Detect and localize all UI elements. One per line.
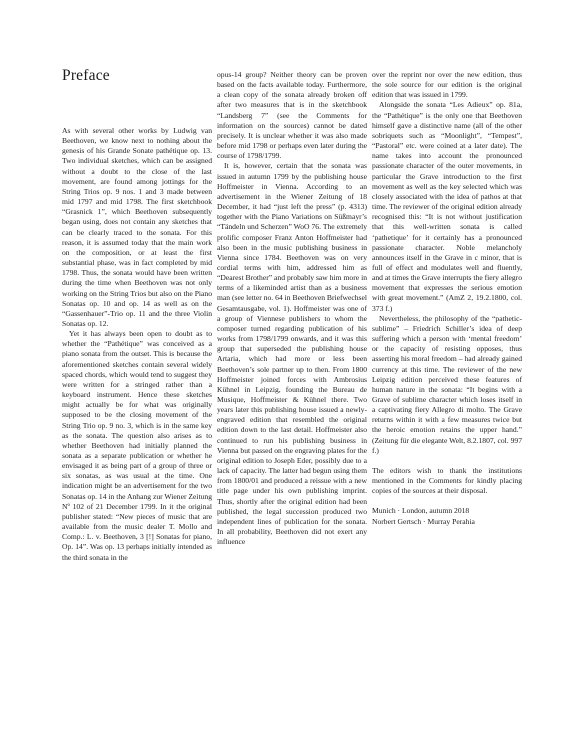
- paragraph: Alongside the sonata “Les Adieux” op. 81a, the “Pathétique” is the only one that Beethoven himself gave a distinctive name (all of the other sobriquets such as “Moonlight”, “Tempest”, “Pastoral” etc. were coined at a later date). The name takes into account the pronounced passionate character of the outer movements, in particular the Grave introduction to the first movement as well as the key selected which was closely associated with the idea of pathos at that time. The reviewer of the original edition already recognised this: “It is not without justification that this well-written sonata is called ‘pathetique’ for it certainly has a pronounced passionate character. Noble melancholy announces itself in the Grave in c minor, that is full of effect and modulates well and fluently, and at times the Grave interrupts the fiery allegro movement that expresses the serious emotion with great movement.” (AmZ 2, 19.2.1800, col. 373 f.): [372, 100, 522, 313]
- signature-place-date: Munich · London, autumn 2018: [372, 506, 470, 516]
- paragraph: over the reprint nor over the new edition, thus the sole source for our edition is the original edition that was issued in 1799.: [372, 70, 522, 100]
- acknowledgement-paragraph: The editors wish to thank the institutions mentioned in the Comments for kindly placing copies of the sources at their disposal.: [372, 465, 522, 496]
- paragraph: opus-14 group? Neither theory can be proven based on the facts available today. Furthermore, a clean copy of the sonata already broken off after two measures that is in the sketchbook “Landsberg 7” (see the Comments for information on the sources) cannot be dated precisely. It is unclear whether it was also made before mid 1798 or perhaps even later during the course of 1798/1799.: [217, 70, 367, 161]
- paragraph: As with several other works by Ludwig van Beethoven, we know next to nothing about the genesis of his Grande Sonate pathétique op. 13. Two individual sketches, which can be assigned without a doubt to the close of the last movement, are found among jottings for the String Trios op. 9 nos. 1 and 3 made between mid 1797 and mid 1798. The first sketchbook “Grasnick 1”, which Beethoven subsequently began using, does not contain any sketches that can be clearly traced to the sonata. For this reason, it is assumed today that the main work on the composition, or at least the first substantial phase, was in fact completed by mid 1798. Thus, the sonata would have been written during the time when Beethoven was not only working on the String Trios but also on the Piano Sonatas op. 10 and op. 14 as well as on the “Gassenhauer”-Trio op. 11 and the three Violin Sonatas op. 12.: [62, 126, 212, 328]
- signature-block: [372, 506, 522, 526]
- paragraph: Nevertheless, the philosophy of the “pathetic-sublime” – Friedrich Schiller’s idea of deep suffering which a person with ‘mental freedom’ or the capacity of resisting opposes, thus asserting his moral freedom – had already gained currency at this time. The reviewer of the new Leipzig edition perceived these features of human nature in the sonata: “It begins with a Grave of sublime character which loses itself in a captivating fiery Allegro di molto. The Grave returns within it with a few measures twice but the heroic emotion retains the upper hand.” (Zeitung für die elegante Welt, 8.2.1807, col. 997 f.): [372, 313, 522, 455]
- text-column-2: [217, 70, 367, 547]
- text-column-1: [62, 126, 212, 563]
- paragraph: It is, however, certain that the sonata was issued in autumn 1799 by the publishing house Hoffmeister in Vienna. According to an advertisement in the Wiener Zeitung of 18 December, it had “just left the press” (p. 4313) together with the Piano Variations on Süßmayr’s “Tändeln und Scherzen” WoO 76. The extremely prolific composer Franz Anton Hoffmeister had also been in the music publishing business in Vienna since 1784. Beethoven was on very cordial terms with him, addressed him as “Dearest Brother” and probably saw him more in terms of a likeminded artist than as a business man (see letter no. 64 in Beethoven Briefwechsel Gesamtausgabe, vol. 1). Hoffmeister was one of a group of Viennese publishers to whom the composer turned regarding publication of his works from 1798/1799 onwards, and it was this group that superseded the publishing house Artaria, which had more or less been Beethoven’s sole partner up to then. From 1800 Hoffmeister joined forces with Ambrosius Kühnel in Leipzig, founding the Bureau de Musique, Hoffmeister & Kühnel there. Two years later this publishing house issued a newly-engraved edition that resembled the original edition down to the last detail. Hoffmeister also continued to run his publishing business in Vienna but passed on the engraving plates for the original edition to Joseph Eder, possibly due to a lack of capacity. The latter had begun using them from 1800/01 and produced a reissue with a new title page under his own publishing imprint. Thus, shortly after the original edition had been published, the legal succession produced two independent lines of publication for the sonata. In all probability, Beethoven did not exert any influence: [217, 161, 367, 547]
- signature-names: Norbert Gertsch · Murray Perahia: [372, 516, 475, 526]
- paragraph: Yet it has always been open to doubt as to whether the “Pathétique” was conceived as a piano sonata from the outset. This is because the aforementioned sketches contain several widely spaced chords, which would tend to suggest they were written for a stringed rather than a keyboard instrument. Hence these sketches might actually be for what was originally supposed to be the closing movement of the String Trio op. 9 no. 3, which is in the same key as the sonata. The question also arises as to whether Beethoven had initially planned the sonata as a separate publication or whether he envisaged it as being part of a group of three or six sonatas, as was usual at the time. One indication might be an advertisement for the two Sonatas op. 14 in the Anhang zur Wiener Zeitung Nº 102 of 21 December 1799. In it the original publisher stated: “New pieces of music that are available from the music dealer T. Mollo and Comp.: L. v. Beethoven, 3 [!] Sonatas for piano, Op. 14”. Was op. 13 perhaps initially intended as the third sonata in the: [62, 329, 212, 562]
- text-column-3: [372, 70, 522, 527]
- page-title: Preface: [62, 67, 110, 84]
